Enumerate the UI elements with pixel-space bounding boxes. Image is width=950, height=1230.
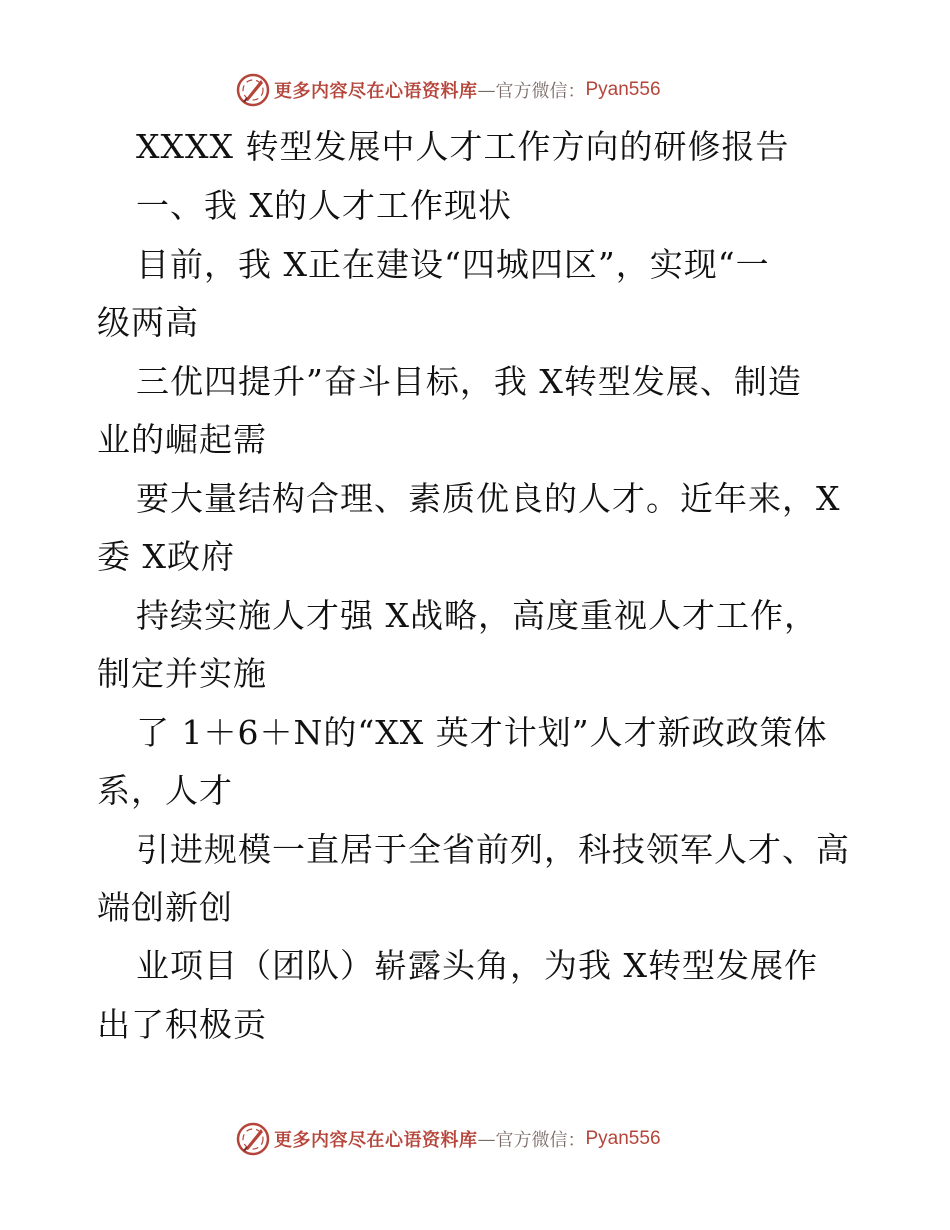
section-heading: 一、我 X的人才工作现状: [136, 186, 512, 225]
body-line: 委 X政府: [97, 537, 235, 576]
quill-logo-icon: [236, 73, 270, 107]
watermark-banner-top: [236, 73, 661, 107]
watermark-text: 更多内容尽在心语资料库: [274, 1130, 478, 1151]
watermark-separator: —: [477, 79, 496, 101]
body-line: 系，人才: [97, 771, 233, 810]
watermark-wechat-label: 官方微信：: [495, 81, 586, 102]
watermark-wechat-id: Pyan556: [585, 1128, 661, 1149]
body-line: 端创新创: [97, 888, 233, 927]
body-line: 业项目（团队）崭露头角，为我 X转型发展作: [136, 946, 818, 985]
watermark-wechat-label: 官方微信：: [495, 1130, 586, 1151]
body-line: 出了积极贡: [97, 1005, 267, 1044]
body-line: 目前，我 X正在建设“四城四区”，实现“一: [136, 245, 770, 284]
watermark-banner-bottom: [236, 1122, 661, 1156]
body-line: 了 1＋6＋N的“XX 英才计划”人才新政政策体: [136, 713, 828, 752]
body-line: 三优四提升”奋斗目标，我 X转型发展、制造: [136, 362, 802, 401]
watermark-wechat-id: Pyan556: [585, 79, 661, 100]
body-line: 级两高: [97, 303, 199, 342]
body-line: 要大量结构合理、素质优良的人才。近年来，X: [136, 479, 841, 518]
quill-logo-icon: [236, 1122, 270, 1156]
watermark-separator: —: [477, 1128, 496, 1150]
body-line: 制定并实施: [97, 654, 267, 693]
body-line: 持续实施人才强 X战略，高度重视人才工作，: [136, 596, 818, 635]
body-line: 业的崛起需: [97, 420, 267, 459]
watermark-text: 更多内容尽在心语资料库: [274, 81, 478, 102]
body-line: 引进规模一直居于全省前列，科技领军人才、高: [136, 830, 850, 869]
document-title: XXXX 转型发展中人才工作方向的研修报告: [136, 127, 790, 166]
